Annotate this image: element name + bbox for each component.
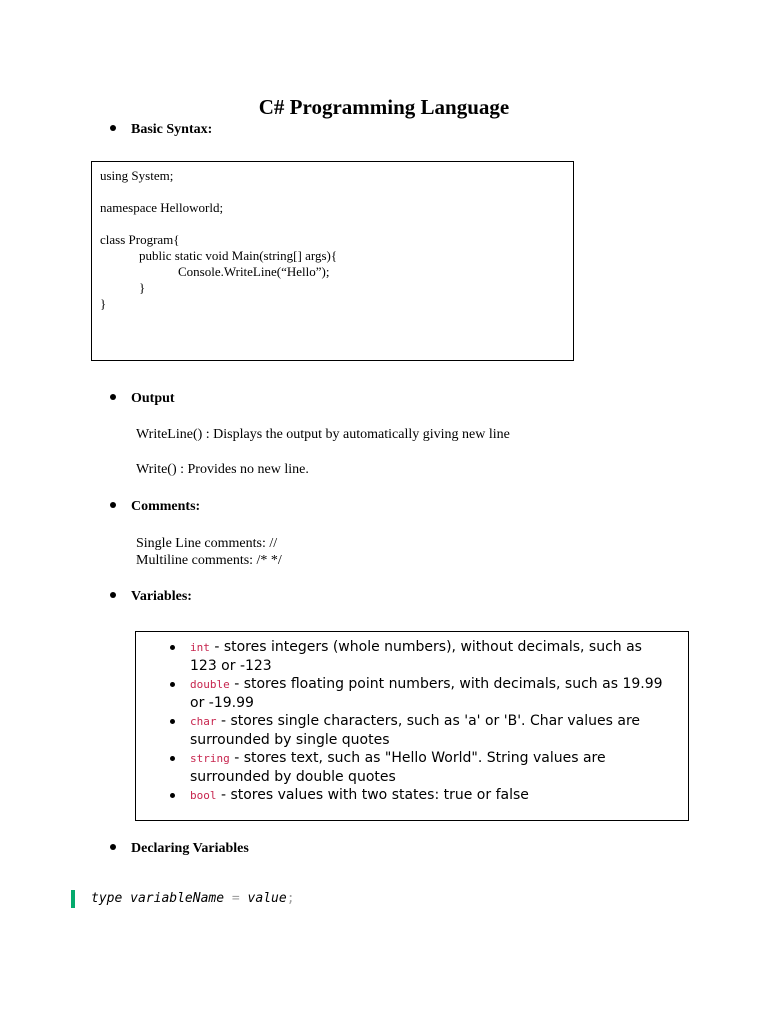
section-comments [110,498,200,516]
code-line: } [100,296,107,311]
decl-name: variableName [130,891,225,906]
section-basic-syntax [110,121,212,139]
decl-operator: = [231,891,240,906]
list-item [167,675,668,712]
variables-box [135,631,689,821]
bullet-icon [170,793,175,798]
section-label: Output [131,391,175,406]
item-text: - stores integers (whole numbers), without decimals, such as 123 or -123 [190,639,642,674]
decl-value: value [247,891,287,906]
section-label: Comments: [131,499,201,514]
section-label: Basic Syntax: [131,122,213,137]
bullet-icon [110,592,116,598]
code-line: public static void Main(string[] args){ [100,248,338,263]
output-writeline: WriteLine() : Displays the output by automatically giving new line [136,427,510,442]
output-write: Write() : Provides no new line. [136,462,309,477]
comment-single: Single Line comments: // [136,536,278,551]
section-label: Variables: [131,589,192,604]
code-line: using System; [100,168,174,183]
code-line: Console.WriteLine(“Hello”); [100,264,330,279]
declaration-example [71,890,295,908]
decl-type: type [91,891,123,906]
bullet-icon [110,125,116,131]
decl-end: ; [286,891,295,906]
bullet-icon [170,756,175,761]
section-output [110,390,175,408]
bullet-icon [110,844,116,850]
code-line [100,184,573,200]
code-block [91,161,574,361]
code-line: class Program{ [100,232,180,247]
code-line: } [100,280,146,295]
bullet-icon [170,719,175,724]
keyword: string [190,752,230,765]
section-label: Declaring Variables [131,841,249,856]
keyword: double [190,678,230,691]
list-item [167,749,668,786]
comment-multi: Multiline comments: /* */ [136,553,282,568]
code-line: namespace Helloworld; [100,200,224,215]
item-text: - stores floating point numbers, with decimals, such as 19.99 or -19.99 [190,676,663,711]
bullet-icon [170,682,175,687]
list-item [167,712,668,749]
keyword: bool [190,789,217,802]
item-text: - stores text, such as "Hello World". String values are surrounded by double quotes [190,750,606,785]
section-declaring [110,840,249,858]
item-text: - stores values with two states: true or false [216,787,529,803]
bullet-icon [110,502,116,508]
keyword: char [190,715,217,728]
page-title: C# Programming Language [258,95,510,119]
bullet-icon [110,394,116,400]
code-line [100,216,573,232]
keyword: int [190,641,210,654]
list-item [167,638,668,675]
list-item [167,786,668,805]
item-text: - stores single characters, such as 'a' or 'B'. Char values are surrounded by single quotes [190,713,641,748]
section-variables [110,588,192,606]
bullet-icon [170,645,175,650]
